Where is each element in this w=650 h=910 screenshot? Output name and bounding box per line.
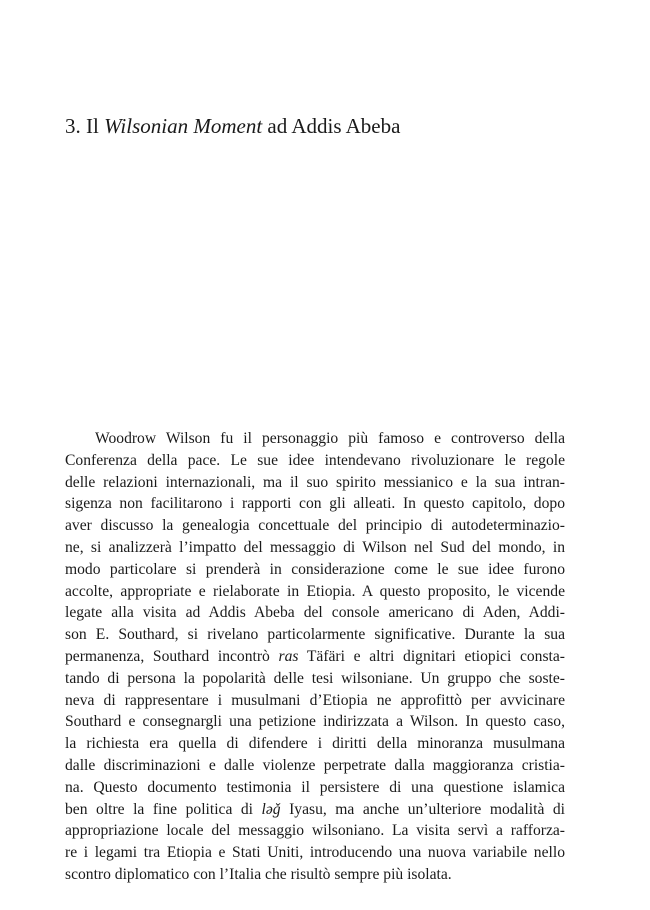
text-line: tando di persona la popolarità delle tesi wilsoniane. Un gruppo che soste- — [65, 669, 565, 687]
text-line: ne, si analizzerà l’impatto del messaggio di Wilson nel Sud del mondo, in — [65, 538, 565, 556]
text-line: sigenza non facilitarono i rapporti con gli alleati. In questo capitolo, dopo — [65, 495, 565, 513]
text-line: aver discusso la genealogia concettuale del principio di autodeterminazio- — [65, 517, 565, 535]
text-line: legate alla visita ad Addis Abeba del console americano di Aden, Addi- — [65, 604, 565, 622]
text-line: Woodrow Wilson fu il personaggio più famoso e controverso della — [95, 430, 565, 447]
body-paragraph — [65, 428, 565, 886]
text-line: appropriazione locale del messaggio wilsoniano. La visita servì a rafforza- — [65, 822, 565, 840]
text-line: son E. Southard, si rivelano particolarmente significative. Durante la sua — [65, 626, 565, 644]
text-line — [65, 646, 565, 668]
italic-term: ras — [278, 647, 299, 665]
text-segment: Täfäri e altri dignitari etiopici consta- — [306, 647, 565, 665]
text-line: delle relazioni internazionali, ma il suo spirito messianico e la sua intran- — [65, 473, 565, 491]
text-line: na. Questo documento testimonia il persistere di una questione islamica — [65, 778, 565, 796]
text-line: scontro diplomatico con l’Italia che risultò sempre più isolata. — [65, 865, 452, 883]
chapter-title — [65, 112, 400, 140]
text-segment: permanenza, Southard incontrò — [65, 647, 270, 665]
text-line: modo particolare si prenderà in considerazione come le sue idee furono — [65, 560, 565, 578]
text-line: re i legami tra Etiopia e Stati Uniti, introducendo una nuova variabile nello — [65, 844, 565, 862]
chapter-title-italic: Wilsonian Moment — [104, 114, 263, 138]
text-line: dalle discriminazioni e dalle violenze perpetrate dalla maggioranza cristia- — [65, 756, 565, 774]
text-line: la richiesta era quella di difendere i diritti della minoranza musulmana — [65, 735, 565, 753]
text-line: Southard e consegnargli una petizione indirizzata a Wilson. In questo caso, — [65, 713, 565, 731]
chapter-title-rest: ad Addis Abeba — [267, 114, 401, 138]
text-line: Conferenza della pace. Le sue idee intendevano rivoluzionare le regole — [65, 451, 565, 469]
text-line — [65, 799, 565, 821]
chapter-number: 3. Il — [65, 114, 99, 138]
text-line: neva di rappresentare i musulmani d’Etiopia ne approfittò per avvicinare — [65, 691, 565, 709]
italic-term: ləǧ — [261, 800, 281, 818]
text-line: accolte, appropriate e rielaborate in Etiopia. A questo proposito, le vicende — [65, 582, 565, 600]
text-segment: ben oltre la fine politica di — [65, 800, 254, 818]
text-segment: Iyasu, ma anche un’ulteriore modalità di — [289, 800, 566, 818]
